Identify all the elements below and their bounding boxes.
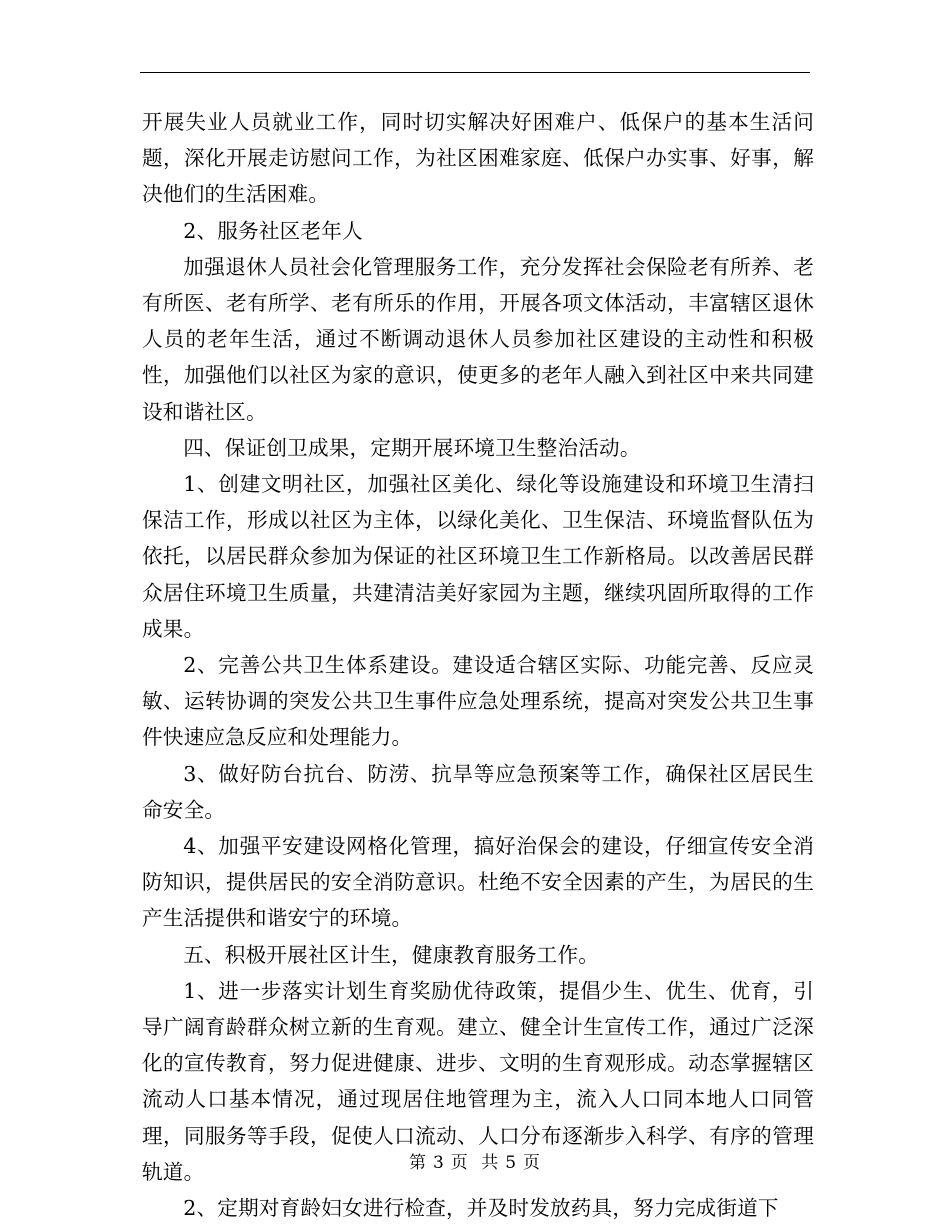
- document-body: [142, 104, 814, 1226]
- footer-label-page-unit: 页: [450, 1153, 469, 1173]
- paragraph-civilized-community: 1、创建文明社区，加强社区美化、绿化等设施建设和环境卫生清扫保洁工作，形成以社区为主体，以绿化美化、卫生保洁、环境监督队伍为依托，以居民群众参加为保证的社区环境卫生工作新格局。以改善居民群众居住环境卫生质量，共建清洁美好家园为主题，继续巩固所取得的工作成果。: [142, 472, 814, 641]
- paragraph-section-four: 四、保证创卫成果，定期开展环境卫生整治活动。: [183, 435, 641, 460]
- paragraph-elderly-service: 加强退休人员社会化管理服务工作，充分发挥社会保险老有所养、老有所医、老有所学、老有所乐的作用，开展各项文体活动，丰富辖区退休人员的老年生活，通过不断调动退休人员参加社区建设的主动性和积极性，加强他们以社区为家的意识，使更多的老年人融入到社区中来共同建设和谐社区。: [142, 254, 814, 424]
- footer-label-total-unit: 页: [523, 1153, 542, 1173]
- paragraph-section-five: 五、积极开展社区计生，健康教育服务工作。: [183, 942, 600, 967]
- footer-label-page: 第: [408, 1153, 427, 1173]
- footer-current-page: 3: [432, 1153, 445, 1173]
- footer-total-pages: 5: [505, 1153, 518, 1173]
- paragraph-family-planning: 1、进一步落实计划生育奖励优待政策，提倡少生、优生、优育，引导广阔育龄群众树立新的生育观。建立、健全计生宣传工作，通过广泛深化的宣传教育，努力促进健康、进步、文明的生育观形成。动态掌握辖区流动人口基本情况，通过现居住地管理为主，流入人口同本地人口同管理，同服务等手段，促使人口流动、人口分布逐渐步入科学、有序的管理轨道。: [142, 978, 814, 1184]
- footer-label-total: 共: [481, 1153, 500, 1173]
- paragraph-safety-grid: 4、加强平安建设网格化管理，搞好治保会的建设，仔细宣传安全消防知识，提供居民的安全消防意识。杜绝不安全因素的产生，为居民的生产生活提供和谐安宁的环境。: [142, 834, 814, 931]
- page-footer: [0, 1152, 950, 1174]
- paragraph-heading-elderly: 2、服务社区老年人: [183, 218, 363, 243]
- paragraph-emergency-plan: 3、做好防台抗台、防涝、抗旱等应急预案等工作，确保社区居民生命安全。: [142, 761, 814, 822]
- header-rule: [140, 72, 810, 73]
- paragraph-continuation: 开展失业人员就业工作，同时切实解决好困难户、低保户的基本生活问题，深化开展走访慰问工作，为社区困难家庭、低保户办实事、好事，解决他们的生活困难。: [142, 110, 814, 207]
- paragraph-womens-checkup: 2、定期对育龄妇女进行检查，并及时发放药具，努力完成街道下: [183, 1196, 779, 1221]
- paragraph-public-health: 2、完善公共卫生体系建设。建设适合辖区实际、功能完善、反应灵敏、运转协调的突发公共卫生事件应急处理系统，提高对突发公共卫生事件快速应急反应和处理能力。: [142, 653, 814, 750]
